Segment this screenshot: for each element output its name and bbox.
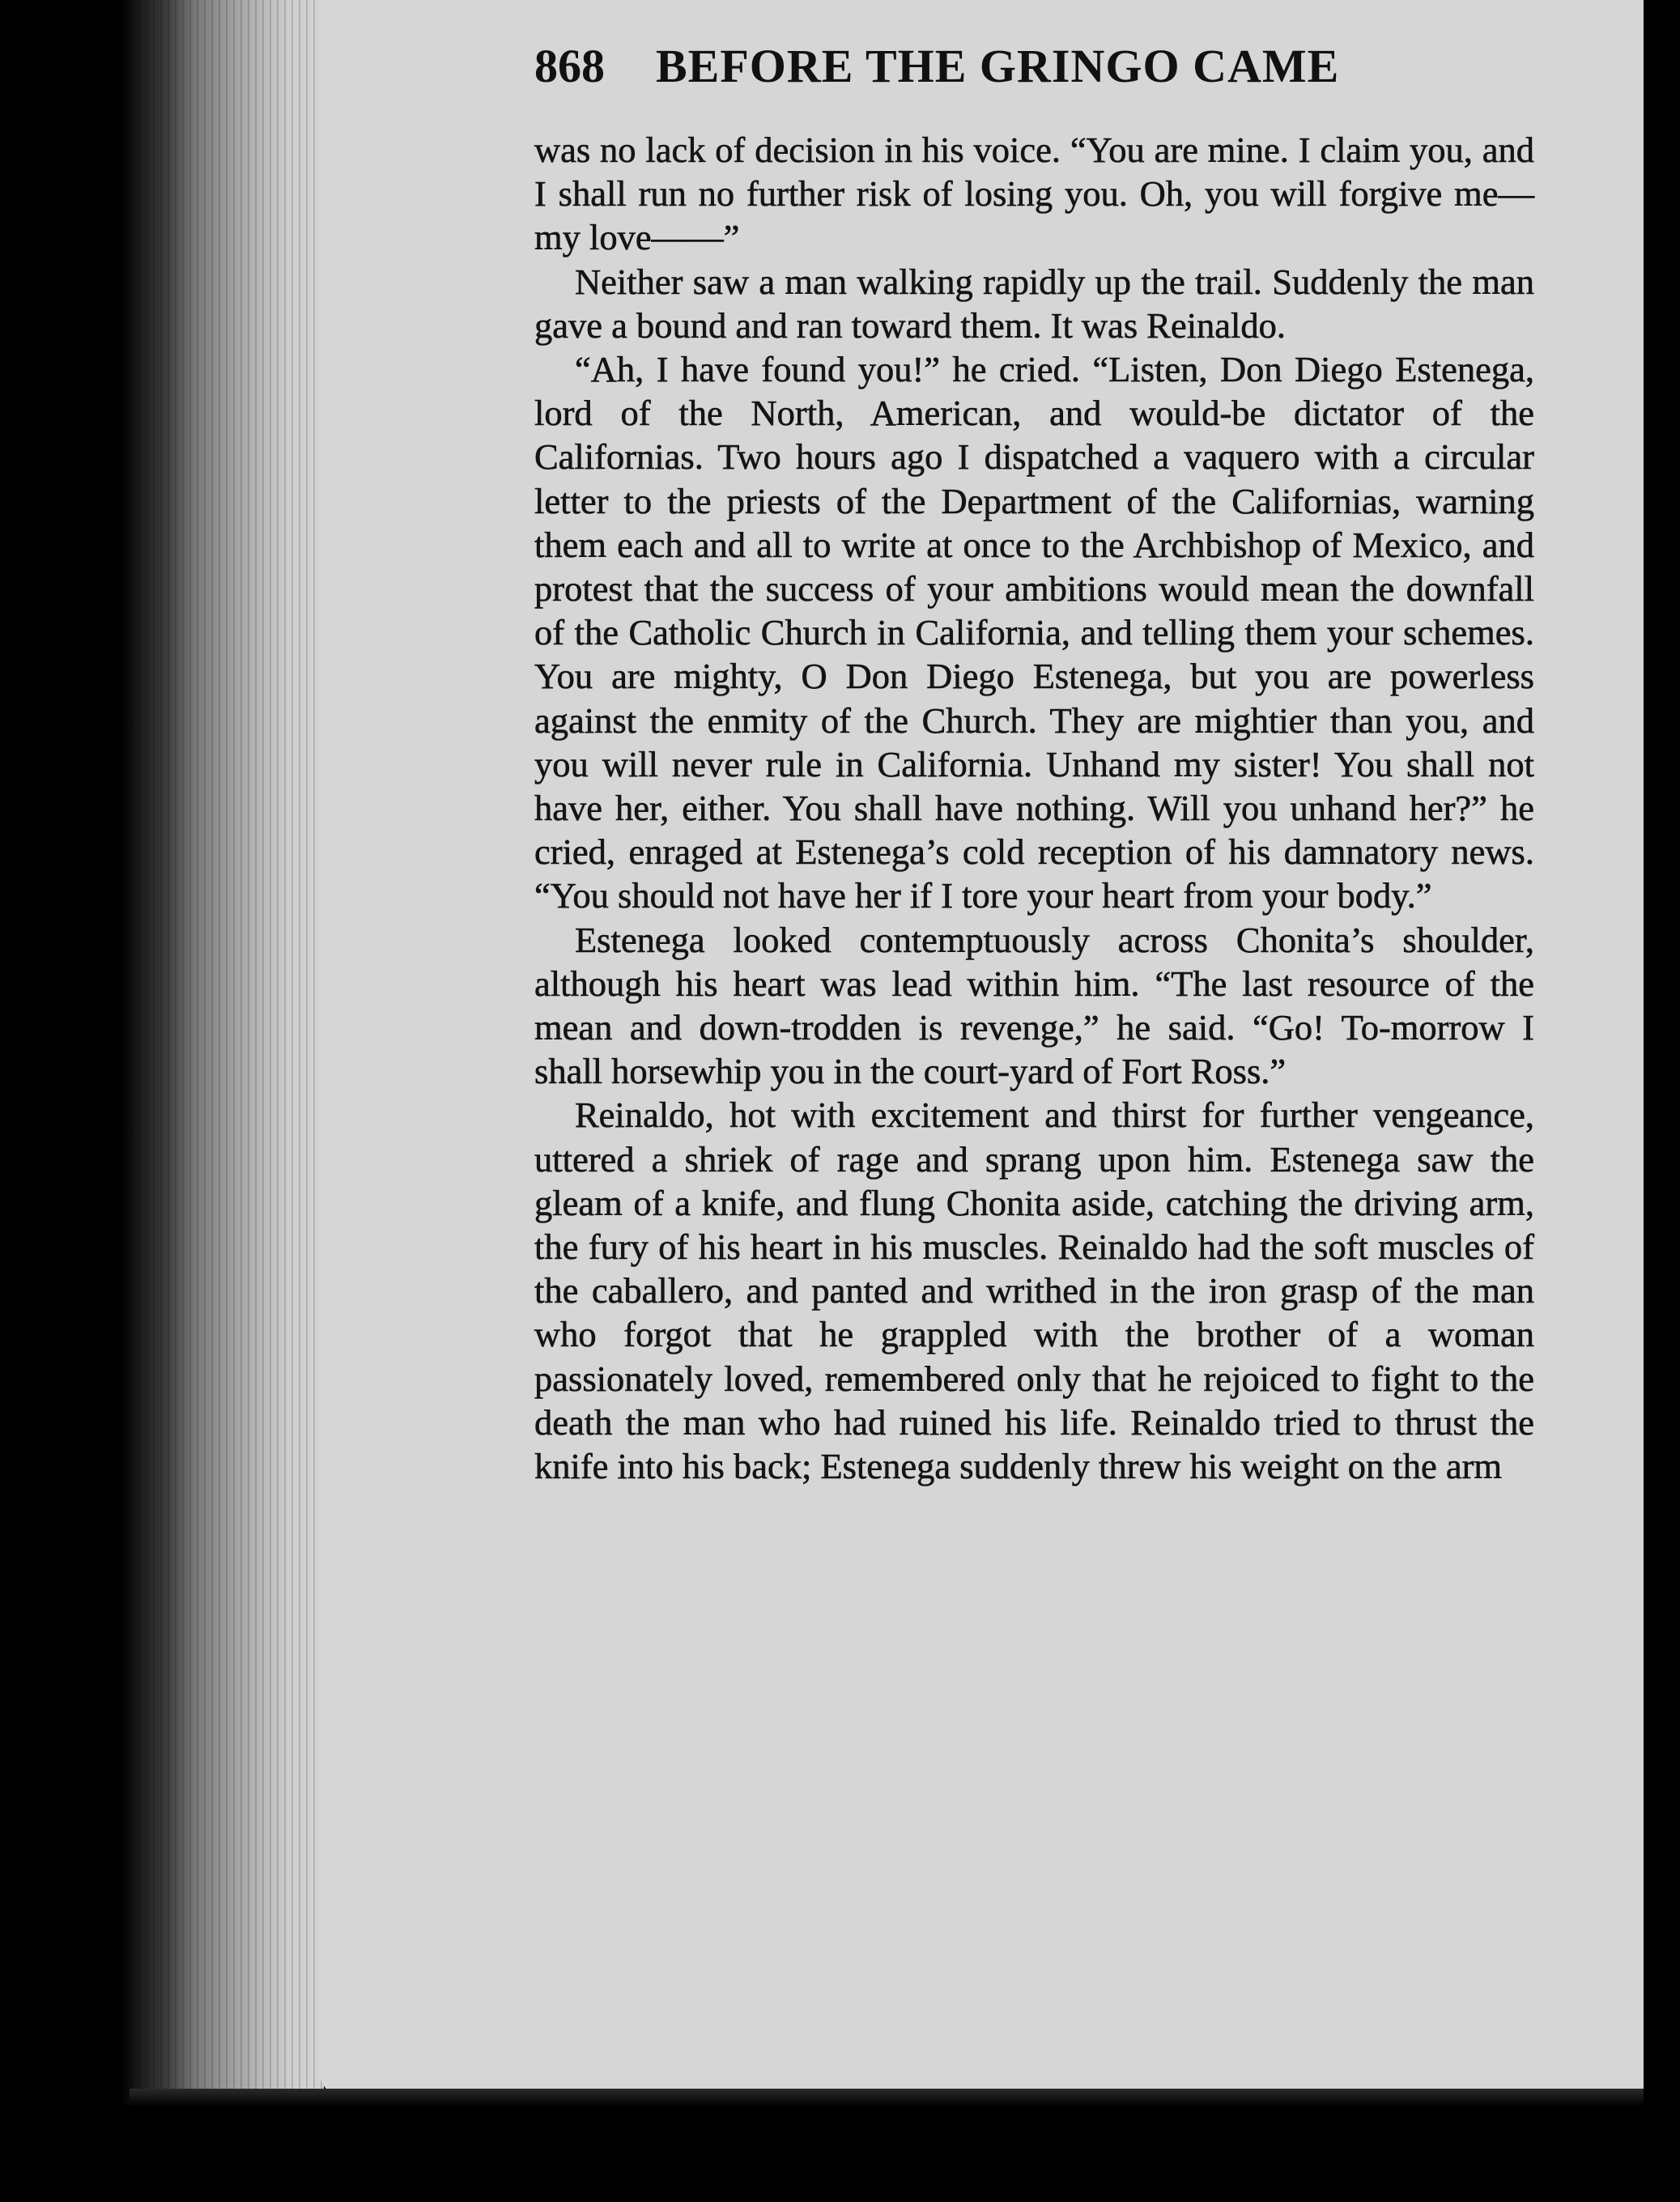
page-bottom-shadow	[130, 2089, 1680, 2106]
paragraph: Neither saw a man walking rapidly up the trail. Suddenly the man gave a bound and ran toward them. It was Reinaldo.	[534, 261, 1534, 346]
paragraph: Reinaldo, hot with excitement and thirst for further vengeance, uttered a shriek of rage and sprang upon him. Estenega saw the gleam of a knife, and flung Chonita aside, catching the driving arm, the fury of his heart in his muscles. Reinaldo had the soft muscles of the caballero, and panted and writhed in the iron grasp of the man who forgot that he grappled with the brother of a woman passionately loved, remembered only that he rejoiced to fight to the death the man who had ruined his life. Reinaldo tried to thrust the knife into his back; Estenega suddenly threw his weight on the arm	[534, 1095, 1534, 1487]
paragraph: Estenega looked contemptuously across Chonita’s shoulder, although his heart was lead within him. “The last resource of the mean and down-trodden is revenge,” he said. “Go! To-morrow I shall horsewhip you in the court-yard of Fort Ross.”	[534, 919, 1534, 1092]
running-head: BEFORE THE GRINGO CAME	[656, 40, 1340, 92]
paragraph: “Ah, I have found you!” he cried. “Listen, Don Diego Estenega, lord of the North, American, and would-be dictator of the Californias. Two hours ago I dispatched a vaquero with a circular letter to the priests of the Department of the Californias, warning them each and all to write at once to the Archbishop of Mexico, and protest that the success of your ambitions would mean the downfall of the Catholic Church in California, and telling them your schemes. You are mighty, O Don Diego Estenega, but you are powerless against the enmity of the Church. They are mightier than you, and you will never rule in California. Unhand my sister! You shall not have her, either. You shall have nothing. Will you unhand her?” he cried, enraged at Estenega’s cold reception of his damnatory news. “You should not have her if I tore your heart from your body.”	[534, 349, 1534, 916]
page-header	[534, 39, 1534, 104]
paragraph: was no lack of decision in his voice. “You are mine. I claim you, and I shall run no further risk of losing you. Oh, you will forgive me—my love——”	[534, 130, 1534, 258]
book-binding-edge	[0, 0, 324, 2105]
body-text	[534, 128, 1534, 1488]
page-number: 868	[534, 40, 605, 92]
right-margin-shadow	[1644, 0, 1680, 2202]
